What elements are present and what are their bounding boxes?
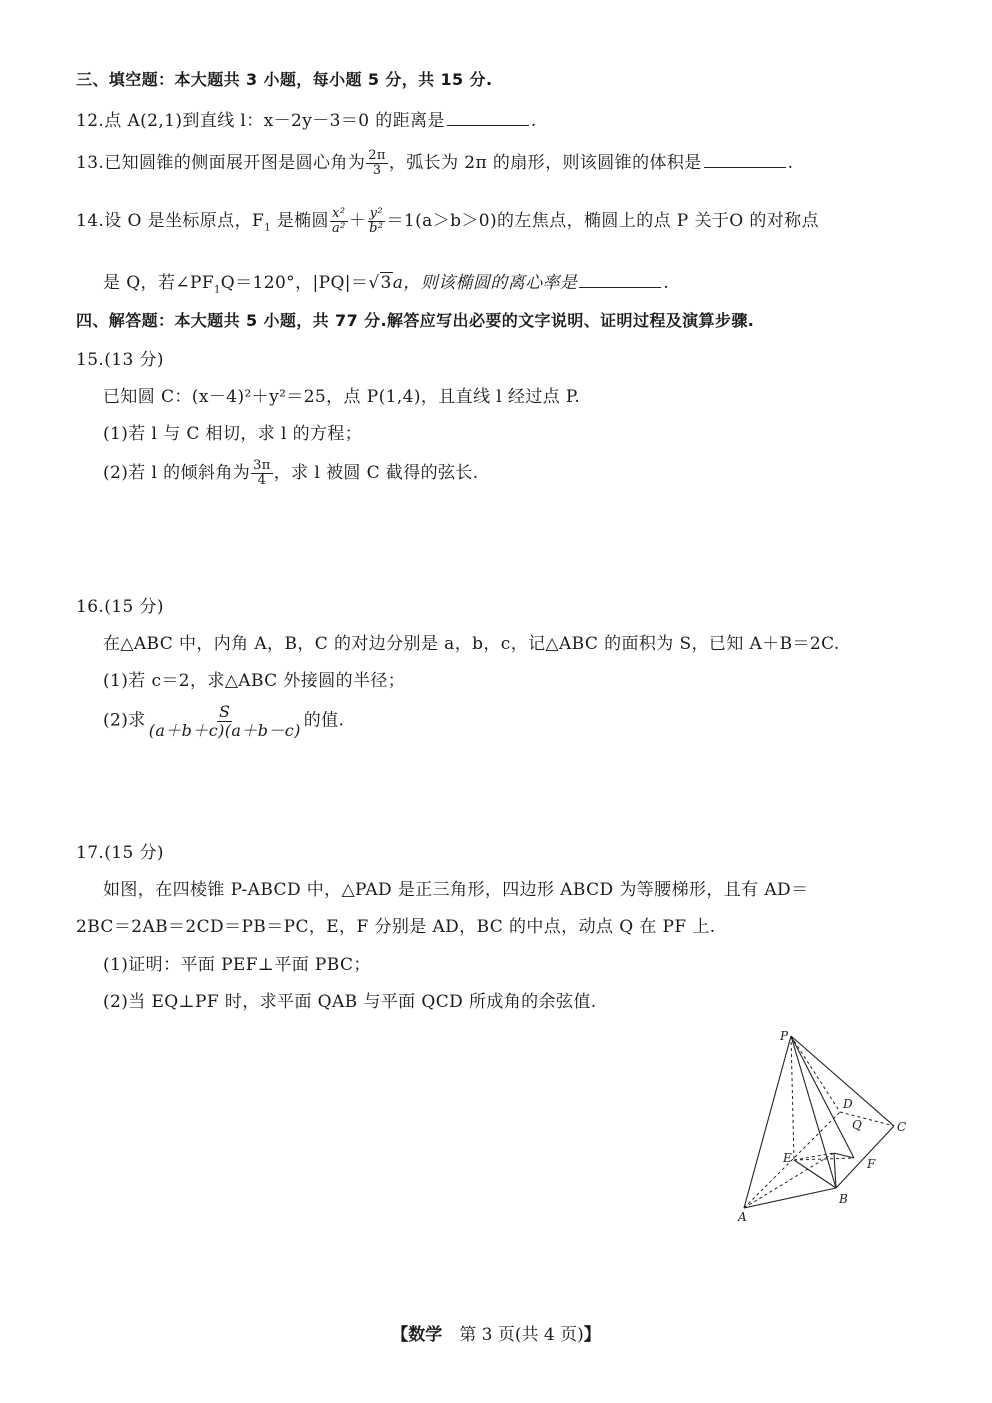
edge-PB [791, 1036, 836, 1188]
question-15-part-2-post: ，求 l 被圆 C 截得的弦长. [273, 463, 479, 483]
footer-subject: 数学 [408, 1325, 443, 1345]
fraction-denominator: 4 [257, 473, 267, 488]
question-17-part-2: (2)当 EQ⊥PF 时，求平面 QAB 与平面 QCD 所成角的余弦值. [103, 992, 597, 1012]
answer-blank-12[interactable] [447, 124, 529, 126]
ratio-fraction [147, 703, 303, 739]
question-14-line-1 [76, 206, 819, 236]
fraction-denominator: a² [331, 221, 346, 236]
segment-EB [794, 1160, 836, 1188]
answer-blank-14[interactable] [579, 286, 661, 288]
question-16-stem: 在△ABC 中，内角 A，B，C 的对边分别是 a，b，c，记△ABC 的面积为 S，已知 A＋B＝2C. [103, 634, 840, 654]
sqrt-symbol: √ [368, 273, 380, 293]
question-17-part-1: (1)证明：平面 PEF⊥平面 PBC； [103, 955, 371, 975]
question-14-mid: 是椭圆 [270, 211, 329, 231]
footer-bracket-close: 】 [583, 1325, 601, 1345]
section-4-heading: 四、解答题：本大题共 5 小题，共 77 分.解答应写出必要的文字说明、证明过程及演算步骤. [76, 311, 755, 330]
edge-BC [836, 1126, 894, 1188]
edge-AD [744, 1112, 840, 1208]
plus-sign: ＋ [348, 211, 367, 231]
section-3-heading: 三、填空题：本大题共 3 小题，每小题 5 分，共 15 分. [76, 70, 493, 89]
question-16-header: 16.(15 分) [76, 597, 164, 617]
question-14-line2-post: a，则该椭圆的离心率是 [392, 273, 578, 293]
fraction-numerator: S [219, 702, 231, 721]
question-12 [76, 106, 537, 131]
label-A: A [738, 1210, 747, 1224]
sqrt-radicand: 3 [380, 273, 392, 293]
question-15-header: 15.(13 分) [76, 350, 164, 370]
fraction-numerator: x² [332, 205, 346, 221]
question-13 [76, 148, 793, 178]
question-17-stem-2: 2BC＝2AB＝2CD＝PB＝PC，E，F 分别是 AD，BC 的中点，动点 Q 在 PF 上. [76, 917, 716, 937]
question-14-line-2 [103, 268, 669, 295]
question-15-part-2 [103, 458, 479, 488]
pyramid-figure [736, 1028, 916, 1228]
footer-page-number: 第 3 页(共 4 页) [442, 1325, 584, 1345]
label-Q: Q [852, 1118, 862, 1132]
fraction-denominator: 3 [372, 163, 382, 178]
question-13-tail: . [787, 153, 794, 173]
subscript: 1 [214, 284, 221, 296]
question-15-part-1: (1)若 l 与 C 相切，求 l 的方程； [103, 424, 363, 444]
footer-bracket-open: 【 [391, 1325, 409, 1345]
question-16-part-2-post: 的值. [303, 710, 345, 731]
page-footer [0, 1320, 992, 1345]
edge-PA [744, 1036, 791, 1208]
label-F: F [867, 1157, 876, 1171]
label-C: C [897, 1120, 907, 1134]
edge-PD [791, 1036, 840, 1112]
question-13-post: ，弧长为 2π 的扇形，则该圆锥的体积是 [388, 153, 702, 173]
fraction-numerator: y² [369, 205, 383, 221]
segment-EF [794, 1158, 854, 1160]
fraction-numerator: 2π [368, 147, 386, 163]
fraction-denominator: (a＋b＋c)(a＋b－c) [148, 720, 301, 740]
ellipse-fraction-x [330, 207, 348, 237]
fraction-numerator: 3π [253, 457, 271, 473]
label-P: P [780, 1029, 789, 1043]
subscript: 1 [264, 222, 271, 234]
question-15-part-2-pre: (2)若 l 的倾斜角为 [103, 463, 251, 483]
question-13-pre: 13.已知圆锥的侧面展开图是圆心角为 [76, 153, 366, 173]
incline-fraction [251, 459, 273, 489]
ellipse-fraction-y [367, 207, 385, 237]
label-B: B [839, 1192, 848, 1206]
answer-blank-13[interactable] [704, 166, 786, 168]
label-E: E [783, 1151, 792, 1165]
label-D: D [843, 1097, 853, 1111]
question-14-tail: . [663, 273, 670, 293]
angle-fraction [366, 149, 388, 179]
question-16-part-2 [103, 703, 344, 739]
segment-QF [834, 1153, 854, 1158]
question-14-pre: 14.设 O 是坐标原点，F [76, 211, 265, 231]
question-15-stem: 已知圆 C：(x－4)²＋y²＝25，点 P(1,4)，且直线 l 经过点 P. [103, 387, 581, 407]
question-12-text: 12.点 A(2,1)到直线 l：x－2y－3＝0 的距离是 [76, 111, 445, 131]
question-16-part-1: (1)若 c＝2，求△ABC 外接圆的半径； [103, 671, 406, 691]
fraction-denominator: b² [369, 221, 384, 236]
question-14-line2-mid: Q＝120°，|PQ|＝ [220, 273, 369, 293]
question-17-header: 17.(15 分) [76, 843, 164, 863]
question-16-part-2-pre: (2)求 [103, 710, 146, 731]
question-14-line2-pre: 是 Q，若∠PF [103, 273, 215, 293]
edge-AB [744, 1188, 836, 1208]
question-12-tail: . [530, 111, 537, 131]
question-17-stem-1: 如图，在四棱锥 P-ABCD 中，△PAD 是正三角形，四边形 ABCD 为等腰梯形，且有 AD＝ [103, 880, 809, 900]
edge-PE [791, 1036, 794, 1160]
question-14-post: ＝1(a＞b＞0)的左焦点，椭圆上的点 P 关于O 的对称点 [386, 211, 819, 231]
